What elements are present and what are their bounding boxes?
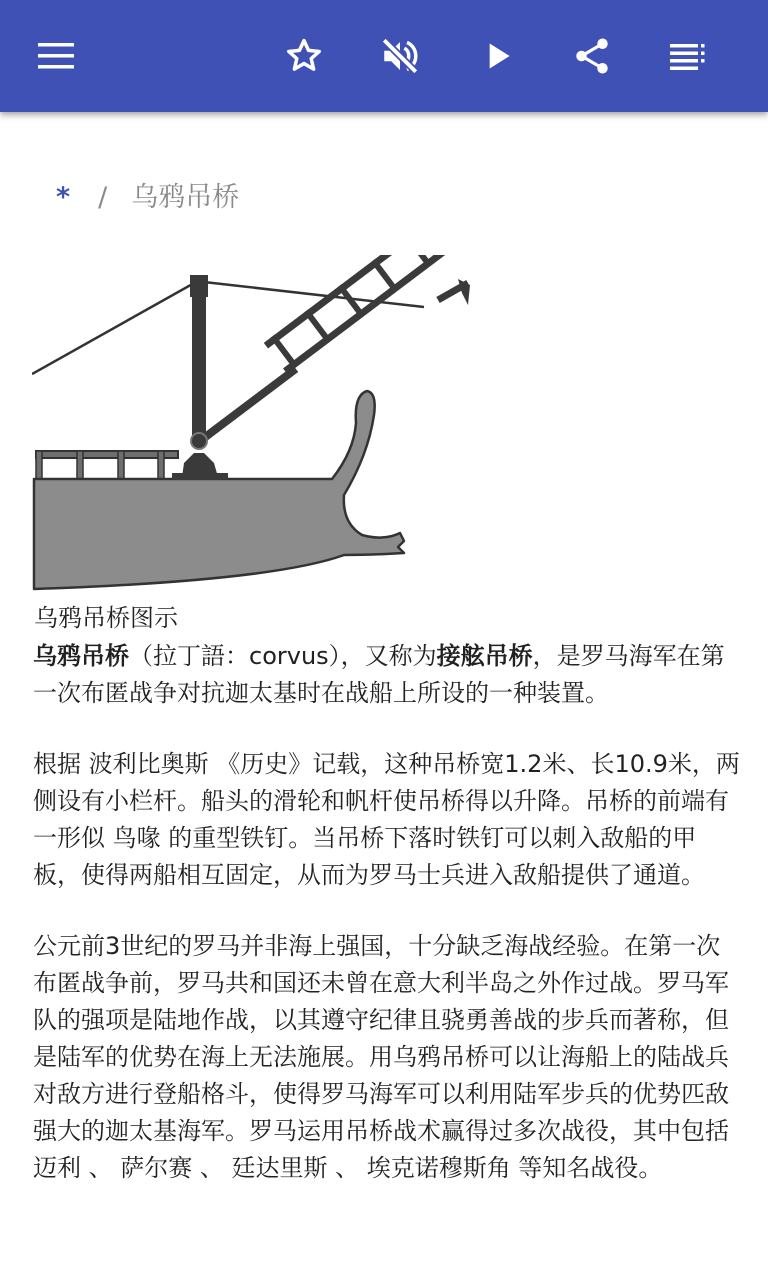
share-button[interactable] xyxy=(564,28,620,84)
link-beak[interactable]: 鸟喙 xyxy=(112,824,161,852)
text-span: 、 xyxy=(192,1154,232,1182)
text-span: 等知名战役。 xyxy=(510,1154,663,1182)
list-icon xyxy=(668,36,708,76)
play-button[interactable] xyxy=(470,28,526,84)
menu-button[interactable] xyxy=(28,28,84,84)
text-span: ，是罗马海军在第一次布匿战争对抗迦太基时在战船上所设的一种装置。 xyxy=(33,642,725,707)
bookmark-button[interactable] xyxy=(276,28,332,84)
text-span: 的重型铁钉。当吊桥下落时铁钉可以刺入敌船的甲板，使得两船相互固定，从而为罗马士兵进入敌船提供了通道。 xyxy=(33,824,705,889)
article-term-alt: 接舷吊桥 xyxy=(436,642,533,670)
breadcrumb-home-link[interactable]: * xyxy=(56,182,71,213)
article-term: 乌鸦吊桥 xyxy=(33,642,129,670)
contents-button[interactable] xyxy=(660,28,716,84)
star-outline-icon xyxy=(283,35,325,77)
text-span: 根据 xyxy=(33,750,89,778)
breadcrumb-separator: / xyxy=(98,182,108,213)
article-body xyxy=(33,638,741,1221)
paragraph-description xyxy=(33,746,741,894)
text-span: 记载，这种吊桥宽1.2米、长10.9米，两侧设有小栏杆。船头的滑轮和帆杆使吊桥得以升降。吊桥的前端有一形似 xyxy=(33,750,740,852)
share-icon xyxy=(571,35,613,77)
text-span: （拉丁語：corvus），又称为 xyxy=(129,642,437,670)
text-span: 、 xyxy=(81,1154,121,1182)
link-histories[interactable]: 《历史》 xyxy=(216,750,313,778)
link-sulci[interactable]: 萨尔赛 xyxy=(120,1154,193,1182)
link-tyndaris[interactable]: 廷达里斯 xyxy=(231,1154,328,1182)
mute-button[interactable] xyxy=(372,28,428,84)
menu-icon xyxy=(36,36,76,76)
text-span: 、 xyxy=(327,1154,367,1182)
link-polybius[interactable]: 波利比奥斯 xyxy=(88,750,209,778)
link-mylae[interactable]: 迈利 xyxy=(33,1154,81,1182)
text-span: 公元前3世纪的罗马并非海上强国，十分缺乏海战经验。在第一次布匿战争前，罗马共和国还未曾在意大利半岛之外作过战。罗马军队的强项是陆地作战，以其遵守纪律且骁勇善战的步兵而著称，但是陆军的优势在海上无法施展。用乌鸦吊桥可以让海船上的陆战兵对敌方进行登船格斗，使得罗马海军可以利用陆军步兵的优势匹敌强大的迦太基海军。罗马运用吊桥战术赢得过多次战役，其中包括 xyxy=(33,932,729,1145)
play-icon xyxy=(478,36,518,76)
paragraph-intro xyxy=(33,638,741,712)
app-bar xyxy=(0,0,768,112)
paragraph-history xyxy=(33,928,741,1187)
breadcrumb-current: 乌鸦吊桥 xyxy=(131,182,240,213)
corvus-drawing xyxy=(32,255,472,593)
link-ecnomus[interactable]: 埃克诺穆斯角 xyxy=(366,1154,511,1182)
corvus-illustration[interactable] xyxy=(32,255,472,593)
figure-caption: 乌鸦吊桥图示 xyxy=(34,604,178,632)
volume-off-icon xyxy=(379,35,421,77)
breadcrumb xyxy=(56,180,239,216)
